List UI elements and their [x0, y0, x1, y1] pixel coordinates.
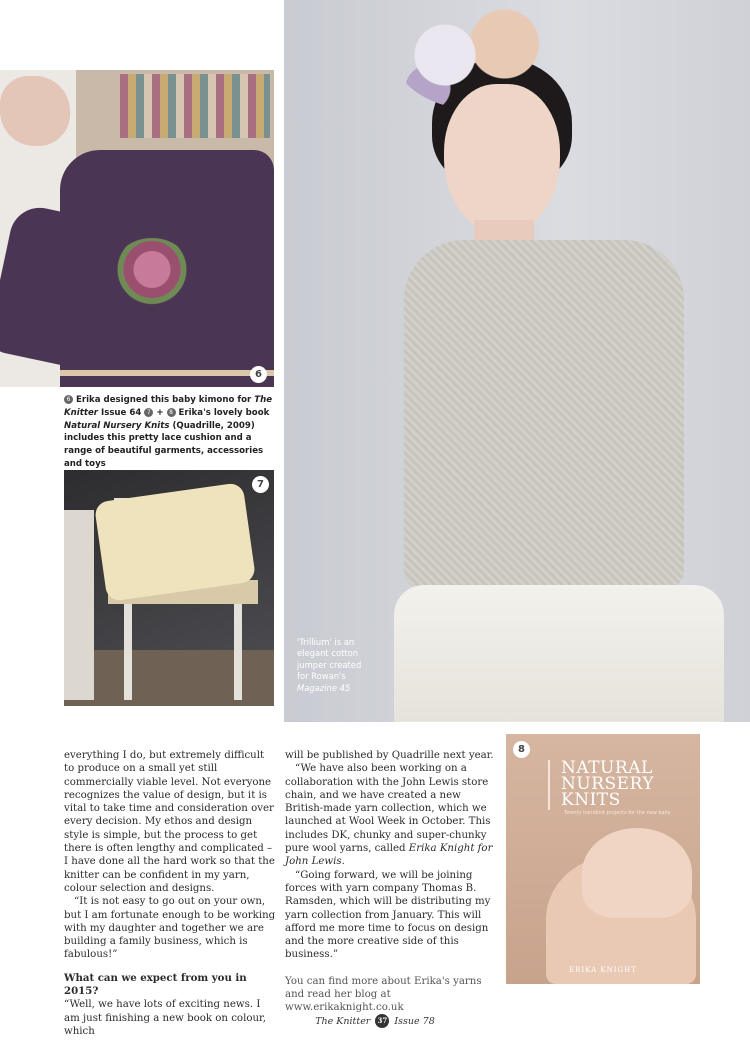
page-number: 37	[375, 1014, 389, 1028]
book-title	[561, 760, 654, 808]
rose-motif	[112, 238, 192, 308]
footer-magazine: The Knitter	[315, 1016, 371, 1027]
book-author: ERIKA KNIGHT	[569, 966, 637, 974]
kimono-trim	[60, 370, 274, 376]
photo-lace-cushion	[64, 470, 274, 706]
photo-baby-kimono	[0, 70, 274, 387]
article-paragraph: will be published by Quadrille next year.	[285, 750, 494, 761]
photo-model-trillium	[284, 0, 750, 722]
book-title-line: NURSERY	[561, 774, 655, 794]
photo-badge-7: 7	[252, 476, 269, 493]
caption-num-7: 7	[144, 408, 153, 417]
lace-pillow	[94, 482, 256, 602]
article-product-name: Erika Knight for John Lewis	[285, 843, 493, 868]
caption-book: Natural Nursery Knits	[64, 420, 170, 431]
caption-text: Erika's lovely book	[175, 407, 270, 418]
caption-text: +	[153, 407, 167, 418]
model-caption-mag: Magazine 45	[297, 682, 351, 693]
model-caption-text: 'Trillium' is an elegant cotton jumper created for Rowan's	[297, 637, 362, 682]
white-skirt	[394, 585, 724, 722]
article-column-left	[64, 749, 276, 1038]
sprig-icon	[548, 760, 560, 810]
article-column-mid	[285, 749, 497, 1015]
model-caption	[297, 637, 369, 694]
caption-mag: The Knitter	[64, 395, 273, 418]
book-title-line: KNITS	[561, 790, 621, 810]
book-title-line: NATURAL	[561, 758, 653, 778]
page-footer	[0, 1014, 750, 1028]
floor	[64, 650, 274, 706]
caption-text: Erika designed this baby kimono for	[73, 395, 255, 405]
caption-text: (Quadrille, 2009) includes this pretty lace cushion and a range of beautiful garments, accessories and toys	[64, 420, 264, 469]
chair-leg	[124, 590, 132, 700]
photo-badge-6: 6	[250, 366, 267, 383]
chair-leg	[234, 590, 242, 700]
article-paragraph: “Well, we have lots of exciting news. I am just finishing a new book on colour, which	[64, 999, 267, 1037]
caption-num-6: 6	[64, 395, 73, 404]
article-paragraph	[285, 762, 497, 868]
caption-text: Issue 64	[98, 407, 145, 418]
cushion-pattern	[120, 74, 270, 138]
bootie-shape	[0, 76, 70, 146]
caption-num-8: 8	[167, 408, 176, 417]
lace-jumper	[404, 240, 684, 590]
footer-issue: Issue 78	[394, 1016, 435, 1027]
photo-badge-8: 8	[513, 741, 530, 758]
article-subheading: What can we expect from you in 2015?	[64, 971, 247, 998]
article-paragraph: “It is not easy to go out on your own, but I am fortunate enough to be working with my daughter and together we are building a family business, which is fabulous!”	[64, 896, 276, 961]
book-subtitle: Twenty handknit projects for the new baby	[564, 810, 671, 816]
article-text: .	[341, 856, 345, 868]
kimono-caption	[64, 394, 279, 471]
article-text: “We have also been working on a collaboration with the John Lewis store chain, and we have created a new British-made yarn collection, which we launched at Wool Week in October. This includes DK, chunky and super-chunky pure wool yarns, called	[285, 763, 491, 855]
article-paragraph: everything I do, but extremely difficult to produce on a small yet still commercially viable level. Not everyone recognizes the value of design, but it is vital to take time and consideration over every decision. My ethos and design style is simple, but the process to get there is often lengthy and complicated – I have done all the hard work so that the knitter can be confident in my yarn, colour selection and designs.	[64, 750, 275, 894]
book-cover-natural-nursery-knits	[506, 734, 700, 984]
side-stool	[64, 510, 94, 700]
article-web-note: You can find more about Erika's yarns and read her blog at www.erikaknight.co.uk	[285, 975, 482, 1014]
article-paragraph: “Going forward, we will be joining forces with yarn company Thomas B. Ramsden, which will be distributing my yarn collection from January. This will afford me more time to focus on design and the more creative side of this business.”	[285, 869, 491, 961]
model-face	[444, 84, 560, 234]
baby-hat	[582, 828, 692, 918]
